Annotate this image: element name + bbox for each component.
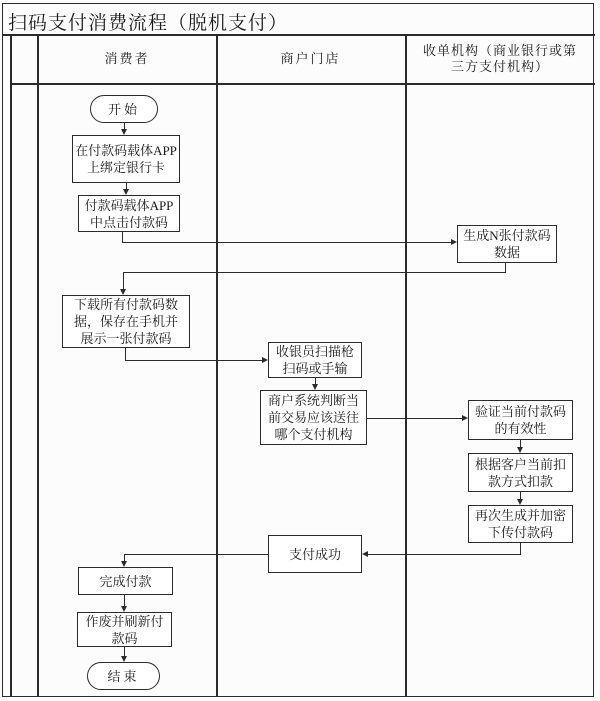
flow-node-start: 开始 xyxy=(90,95,158,123)
flow-node-end: 结束 xyxy=(87,662,160,690)
connector-clickcode-generate-h xyxy=(122,242,452,243)
flow-node-regenerate-code: 再次生成并加密下传付款码 xyxy=(468,505,573,543)
arrow-success-complete xyxy=(121,561,127,567)
arrow-generate-download xyxy=(120,289,126,295)
flow-node-refresh-code: 作废并刷新付款码 xyxy=(77,612,172,647)
connector-regenerate-success-h xyxy=(368,554,521,555)
flow-node-download-codes: 下载所有付款码数据，保存在手机并展示一张付款码 xyxy=(62,295,190,348)
arrow-start-bindcard xyxy=(121,129,127,135)
arrow-clickcode-generate xyxy=(451,239,457,245)
arrow-cashier-route xyxy=(312,384,318,390)
flow-node-verify-code: 验证当前付款码的有效性 xyxy=(468,400,573,440)
arrow-complete-refresh xyxy=(121,606,127,612)
arrow-deduct-regenerate xyxy=(517,499,523,505)
connector-download-cashier-h xyxy=(125,360,263,361)
arrow-bindcard-clickcode xyxy=(123,189,129,195)
flow-node-deduct: 根据客户当前扣款方式扣款 xyxy=(468,453,573,492)
connector-generate-download-v2 xyxy=(123,272,124,289)
lane-header-divider xyxy=(10,83,595,85)
connector-complete-refresh xyxy=(124,595,125,606)
table-left-line xyxy=(10,34,12,697)
arrow-route-verify xyxy=(462,415,468,421)
flow-node-merchant-route: 商户系统判断当前交易应该送往哪个支付机构 xyxy=(260,390,367,445)
flow-node-generate-codes: 生成N张付款码数据 xyxy=(457,225,557,263)
flow-node-pay-success: 支付成功 xyxy=(268,535,362,573)
flow-node-cashier-scan: 收银员扫描枪扫码或手输 xyxy=(268,342,362,378)
arrow-download-cashier xyxy=(262,357,268,363)
flow-node-click-pay-code: 付款码载体APP中点击付款码 xyxy=(78,195,180,232)
lane-divider-merchant-acquirer xyxy=(405,34,407,697)
arrow-regenerate-success xyxy=(362,551,368,557)
connector-success-complete-h xyxy=(124,554,268,555)
label-column-line xyxy=(37,34,39,697)
connector-generate-download-h xyxy=(123,272,506,273)
flow-node-bind-card: 在付款码载体APP上绑定银行卡 xyxy=(72,135,180,183)
lane-header-consumer: 消费者 xyxy=(104,50,150,66)
arrow-refresh-end xyxy=(121,656,127,662)
flow-node-complete-payment: 完成付款 xyxy=(78,567,173,595)
connector-route-verify xyxy=(367,418,462,419)
arrow-verify-deduct xyxy=(517,447,523,453)
page-title: 扫码支付消费流程（脱机支付） xyxy=(8,13,289,34)
lane-divider-consumer-merchant xyxy=(216,34,218,697)
lane-header-acquirer: 收单机构（商业银行或第三方支付机构） xyxy=(422,42,577,74)
lane-header-merchant: 商户门店 xyxy=(280,50,341,66)
